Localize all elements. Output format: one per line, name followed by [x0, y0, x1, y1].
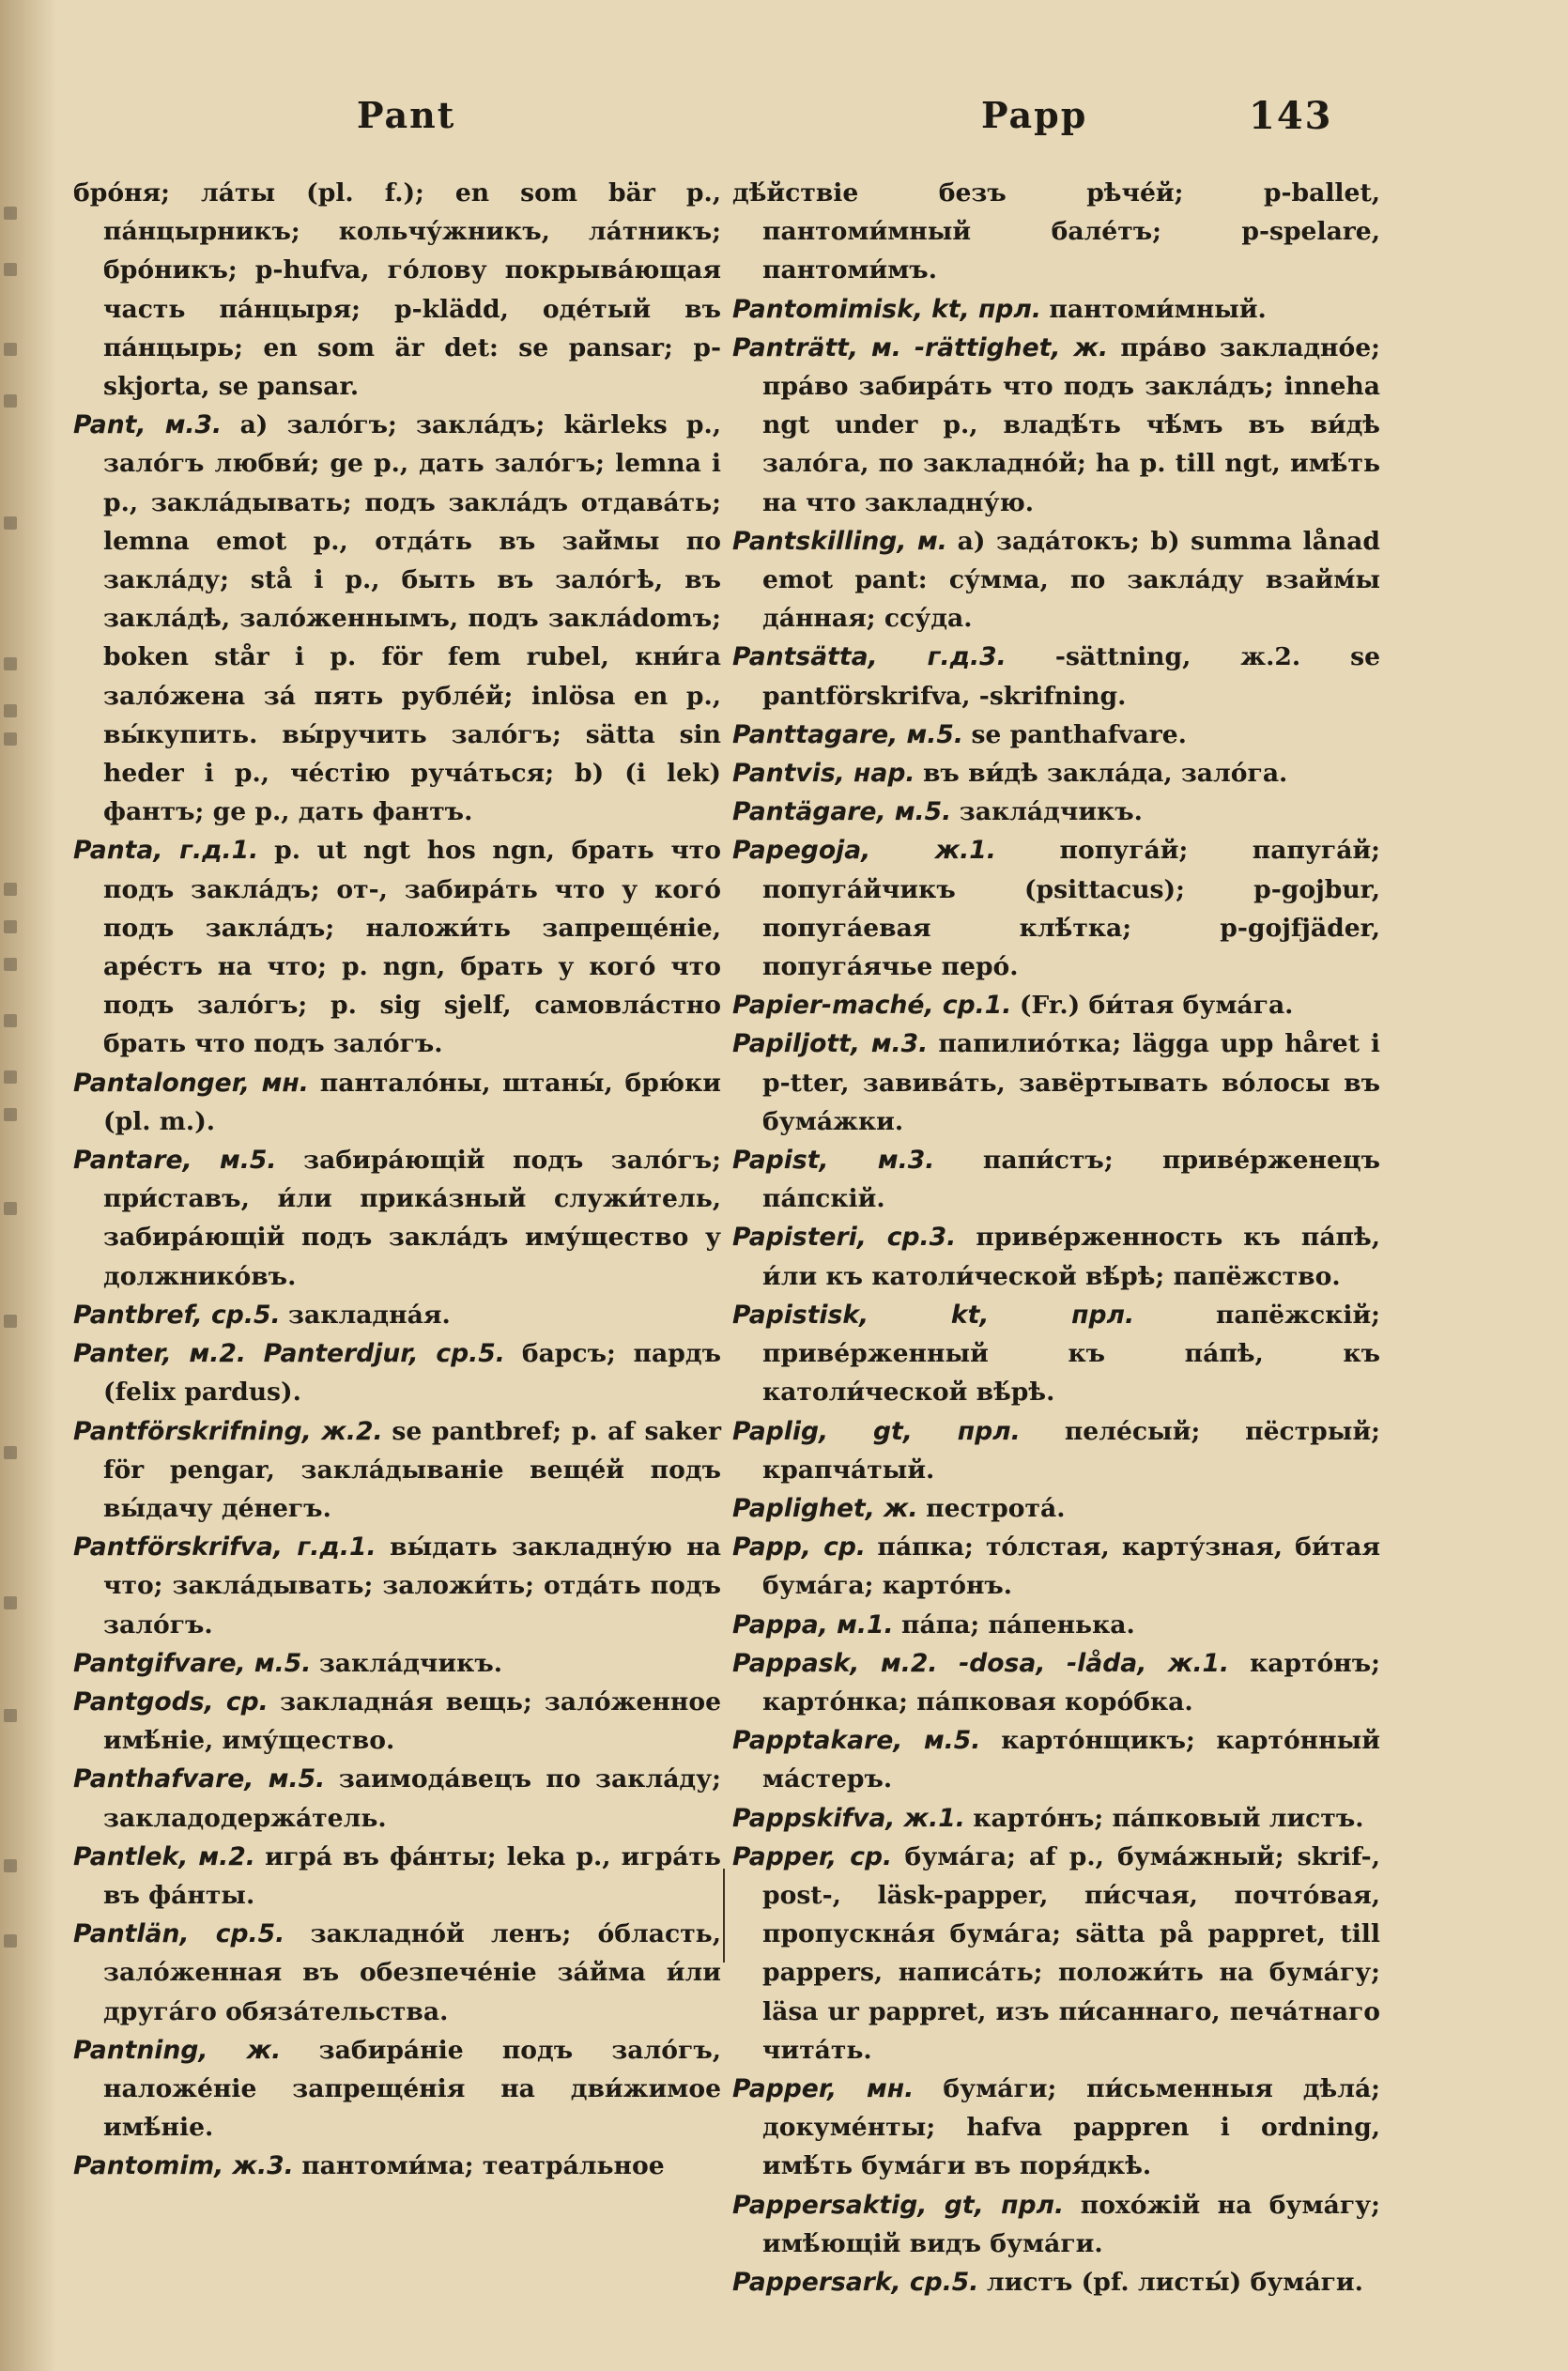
dictionary-entry	[73, 174, 721, 406]
entry-definition: -sättning, ж.2. se pantförskrifva, -skrifning.	[762, 642, 1380, 711]
entry-headword: Papisteri, ср.3.	[732, 1223, 957, 1253]
entry-definition: пантало́ны, штаны́, брю́ки (pl. m.).	[103, 1068, 721, 1136]
running-head-right: Papp	[981, 94, 1088, 136]
dictionary-entry	[732, 1218, 1380, 1295]
dictionary-entry	[73, 1683, 721, 1760]
dictionary-entry	[732, 831, 1380, 986]
entry-definition: закладно́й ленъ; о́бласть, зало́женная въ обезпече́ніе за́йма и́ли друга́го обяза́тельства.	[103, 1919, 721, 2026]
entry-headword: Papper, мн.	[732, 2073, 915, 2103]
entry-definition: бума́га; af p., бума́жный; skrif-, post-, läsk-papper, пи́счая, почто́вая, пропускна́я бума́га; sätta på pappret, till pappers, написа́ть; положи́ть на бума́гу; läsa ur pappret, изъ пи́саннаго, печа́тнаго чита́ть.	[762, 1841, 1380, 2065]
dictionary-entry	[732, 329, 1380, 522]
entry-definition: дѣ́йствіе безъ рѣче́й; p-ballet, пантоми́мный бале́тъ; p-spelare, пантоми́мъ.	[732, 178, 1380, 285]
entry-headword: Paplighet, ж.	[732, 1493, 918, 1523]
entry-headword: Pantlek, м.2.	[73, 1841, 255, 1871]
entry-definition: папи́стъ; приве́рженецъ па́пскій.	[762, 1146, 1380, 1214]
entry-headword: Pantgifvare, м.5.	[73, 1648, 312, 1678]
entry-headword: Pantförskrifva, г.д.1.	[73, 1532, 377, 1563]
entry-headword: Pantskilling, м.	[732, 526, 947, 556]
entry-headword: Pantförskrifning, ж.2.	[73, 1416, 383, 1446]
entry-definition: въ ви́дѣ закла́да, зало́га.	[922, 759, 1288, 789]
entry-headword: Papegoja, ж.1.	[732, 836, 996, 866]
entry-definition: a) зало́гъ; закла́дъ; kärleks p., зало́гъ любви́; ge p., дать зало́гъ; lemna i p., закла́дывать; подъ закла́дъ отдава́ть; lemna emot p., отда́ть въ зай́мы по закла́ду; stå i p., быть въ зало́гѣ, въ закла́дѣ, зало́женнымъ, подъ закла́domъ; boken står i p. för fem rubel, кни́га зало́жена за́ пять рубле́й; inlösa en p., вы́купить. вы́ручить зало́гъ; sätta sin heder i p., че́стію руча́ться; b) (i lek) фантъ; ge p., дать фантъ.	[103, 410, 721, 827]
running-head-left: Pant	[357, 94, 456, 136]
entry-headword: Papp, ср.	[732, 1532, 866, 1563]
dictionary-entry	[732, 1644, 1380, 1721]
entry-headword: Pantalonger, мн.	[73, 1068, 309, 1098]
entry-headword: Pantlän, ср.5.	[73, 1919, 285, 1949]
entry-definition: барсъ; пардъ (felix pardus).	[103, 1339, 721, 1408]
entry-definition: se panthafvare.	[971, 719, 1187, 749]
entry-headword: Pantbref, ср.5.	[73, 1300, 281, 1330]
entry-headword: Papist, м.3.	[732, 1146, 935, 1176]
entry-definition: пеле́сый; пёстрый; крапча́тый.	[762, 1416, 1380, 1485]
dictionary-entry	[732, 174, 1380, 290]
page-number: 143	[1249, 94, 1333, 138]
entry-definition: карто́нъ; карто́нка; па́пковая коро́бка.	[762, 1648, 1380, 1717]
dictionary-entry	[73, 1760, 721, 1837]
dictionary-entry	[732, 1296, 1380, 1412]
entry-definition: игра́ въ фа́нты; leka p., игра́ть въ фа́нты.	[103, 1841, 721, 1910]
dictionary-entry	[732, 754, 1380, 793]
dictionary-entry	[73, 2147, 721, 2185]
dictionary-entry	[73, 1334, 721, 1411]
entry-headword: Papper, ср.	[732, 1841, 893, 1871]
entry-headword: Pappersark, ср.5.	[732, 2267, 979, 2297]
entry-definition: вы́дать закладну́ю на что; закла́дывать; заложи́ть; отда́ть подъ зало́гъ.	[103, 1532, 721, 1640]
dictionary-entry	[732, 1838, 1380, 2070]
dictionary-entry	[732, 1528, 1380, 1605]
entry-definition: приве́рженность къ па́пѣ, и́ли къ католи́ческой вѣ́рѣ; папёжство.	[762, 1223, 1380, 1291]
entry-headword: Papistisk, kt, прл.	[732, 1300, 1135, 1330]
entry-headword: Pappask, м.2. -dosa, -låda, ж.1.	[732, 1648, 1230, 1678]
entry-headword: Pantägare, м.5.	[732, 797, 952, 827]
dictionary-entry	[732, 638, 1380, 715]
dictionary-entry	[732, 1799, 1380, 1838]
entry-headword: Pantare, м.5.	[73, 1146, 277, 1176]
column-left	[73, 174, 721, 2186]
dictionary-entry	[732, 2186, 1380, 2263]
entry-definition: бума́ги; пи́сьменныя дѣла́; докуме́нты; hafva pappren i ordning, имѣ́ть бума́ги въ поря́дкѣ.	[762, 2073, 1380, 2181]
entry-definition: (Fr.) би́тая бума́га.	[1019, 991, 1294, 1021]
dictionary-entry	[732, 1606, 1380, 1644]
dictionary-entry	[73, 831, 721, 1063]
entry-definition: заимода́вецъ по закла́ду; закладодержа́тель.	[103, 1764, 721, 1833]
entry-definition: пестрота́.	[926, 1493, 1066, 1523]
dictionary-entry	[732, 1489, 1380, 1528]
entry-definition: пантоми́ма; театра́льное	[301, 2151, 665, 2181]
entry-definition: закла́дчикъ.	[959, 797, 1143, 827]
entry-headword: Papiljott, м.3.	[732, 1029, 929, 1059]
entry-definition: папёжскій; приве́рженный къ па́пѣ, къ католи́ческой вѣ́рѣ.	[762, 1300, 1380, 1408]
entry-definition: па́пка; то́лстая, карту́зная, би́тая бума́га; карто́нъ.	[762, 1532, 1380, 1601]
entry-definition: карто́нщикъ; карто́нный ма́стеръ.	[762, 1726, 1380, 1794]
entry-definition: бро́ня; ла́ты (pl. f.); en som bär p., па́нцырникъ; кольчу́жникъ, ла́тникъ; бро́никъ; p-hufva, го́лову покрыва́ющая часть па́нцыря; p-klädd, оде́тый въ па́нцырь; en som är det: se pansar; p-skjorta, se pansar.	[73, 178, 721, 402]
dictionary-entry	[732, 793, 1380, 831]
dictionary-entry	[732, 1412, 1380, 1489]
entry-definition: a) зада́токъ; b) summa lånad emot pant: су́мма, по закла́ду взайм́ы да́нная; ссу́да.	[762, 526, 1380, 634]
entry-headword: Papptakare, м.5.	[732, 1726, 981, 1756]
entry-definition: закладна́я вещь; зало́женное имѣ́ніе, иму́щество.	[103, 1686, 721, 1756]
dictionary-entry	[732, 522, 1380, 639]
entry-definition: se pantbref; p. af saker för pengar, закла́дываніе веще́й подъ вы́дачу де́негъ.	[103, 1416, 721, 1523]
dictionary-entry	[732, 1141, 1380, 1218]
dictionary-entry	[732, 290, 1380, 329]
dictionary-entry	[732, 986, 1380, 1024]
dictionary-entry	[73, 1915, 721, 2031]
entry-definition: попуга́й; папуга́й; попуга́йчикъ (psittacus); p-gojbur, попуга́евая клѣ́тка; p-gojfjäder, попуга́ячье перо́.	[762, 836, 1380, 982]
entry-headword: Pantvis, нар.	[732, 759, 915, 789]
entry-definition: забира́ніе подъ зало́гъ, наложе́ніе запреще́нія на дви́жимое имѣ́ніе.	[103, 2035, 721, 2143]
dictionary-entry	[73, 1141, 721, 1296]
entry-headword: Pappersaktig, gt, прл.	[732, 2190, 1065, 2220]
entry-headword: Paplig, gt, прл.	[732, 1416, 1021, 1446]
entry-definition: листъ (pf. листы́) бума́ги.	[986, 2267, 1363, 2297]
entry-headword: Papier-maché, ср.1.	[732, 991, 1012, 1021]
bleed-through-margin	[4, 207, 21, 1991]
entry-definition: закла́дчикъ.	[318, 1648, 502, 1678]
dictionary-entry	[732, 1024, 1380, 1141]
entry-headword: Panttagare, м.5.	[732, 719, 963, 749]
column-right	[732, 174, 1380, 2302]
dictionary-entry	[73, 1064, 721, 1141]
dictionary-entry	[73, 1412, 721, 1529]
entry-definition: p. ut ngt hos ngn, брать что подъ закла́дъ; от-, забира́ть что у кого́ подъ закла́дъ; наложи́ть запреще́ніе, аре́стъ на что; p. ngn, брать у кого́ что подъ зало́гъ; p. sig sjelf, самовла́стно брать что подъ зало́гъ.	[103, 836, 721, 1059]
entry-headword: Pappskifva, ж.1.	[732, 1803, 965, 1833]
entry-definition: пантоми́мный.	[1049, 294, 1267, 324]
entry-definition: похо́жій на бума́гу; имѣ́ющій видъ бума́ги.	[762, 2190, 1380, 2258]
dictionary-entry	[732, 2070, 1380, 2186]
column-divider	[723, 1869, 725, 1963]
dictionary-entry	[732, 1721, 1380, 1798]
dictionary-entry	[732, 2263, 1380, 2302]
entry-headword: Pantsätta, г.д.3.	[732, 642, 1007, 672]
dictionary-entry	[73, 1296, 721, 1334]
entry-headword: Pant, м.3.	[73, 410, 223, 440]
entry-headword: Panträtt, м. -rättighet, ж.	[732, 332, 1109, 362]
entry-definition: па́па; па́пенька.	[901, 1609, 1135, 1640]
running-head	[0, 94, 1568, 150]
entry-definition: карто́нъ; па́пковый листъ.	[973, 1803, 1364, 1833]
dictionary-entry	[73, 1644, 721, 1683]
entry-definition: папилио́тка; lägga upp håret i p-tter, завива́ть, завёртывать во́лосы въ бума́жки.	[762, 1029, 1381, 1136]
dictionary-entry	[73, 406, 721, 831]
entry-headword: Pantning, ж.	[73, 2035, 282, 2065]
entry-definition: забира́ющій подъ зало́гъ; при́ставъ, и́ли прика́зный служи́тель, забира́ющій подъ закла́дъ иму́щество у должнико́въ.	[103, 1146, 721, 1291]
dictionary-entry	[73, 2031, 721, 2148]
entry-headword: Pappa, м.1.	[732, 1609, 894, 1640]
entry-headword: Pantomim, ж.3.	[73, 2151, 294, 2181]
dictionary-entry	[732, 716, 1380, 754]
entry-definition: закладна́я.	[288, 1300, 451, 1330]
entry-headword: Pantgods, ср.	[73, 1686, 269, 1717]
entry-headword: Pantomimisk, kt, прл.	[732, 294, 1041, 324]
entry-headword: Panthafvare, м.5.	[73, 1764, 326, 1794]
dictionary-entry	[73, 1528, 721, 1644]
entry-definition: пра́во закладно́е; пра́во забира́ть что подъ закла́дъ; inneha ngt under p., владѣ́ть чѣ́мъ въ ви́дѣ зало́га, по закладно́й; ha p. till ngt, имѣ́ть на что закладну́ю.	[762, 332, 1380, 517]
entry-headword: Panta, г.д.1.	[73, 836, 259, 866]
dictionary-entry	[73, 1838, 721, 1915]
entry-headword: Panter, м.2. Panterdjur, ср.5.	[73, 1339, 505, 1369]
